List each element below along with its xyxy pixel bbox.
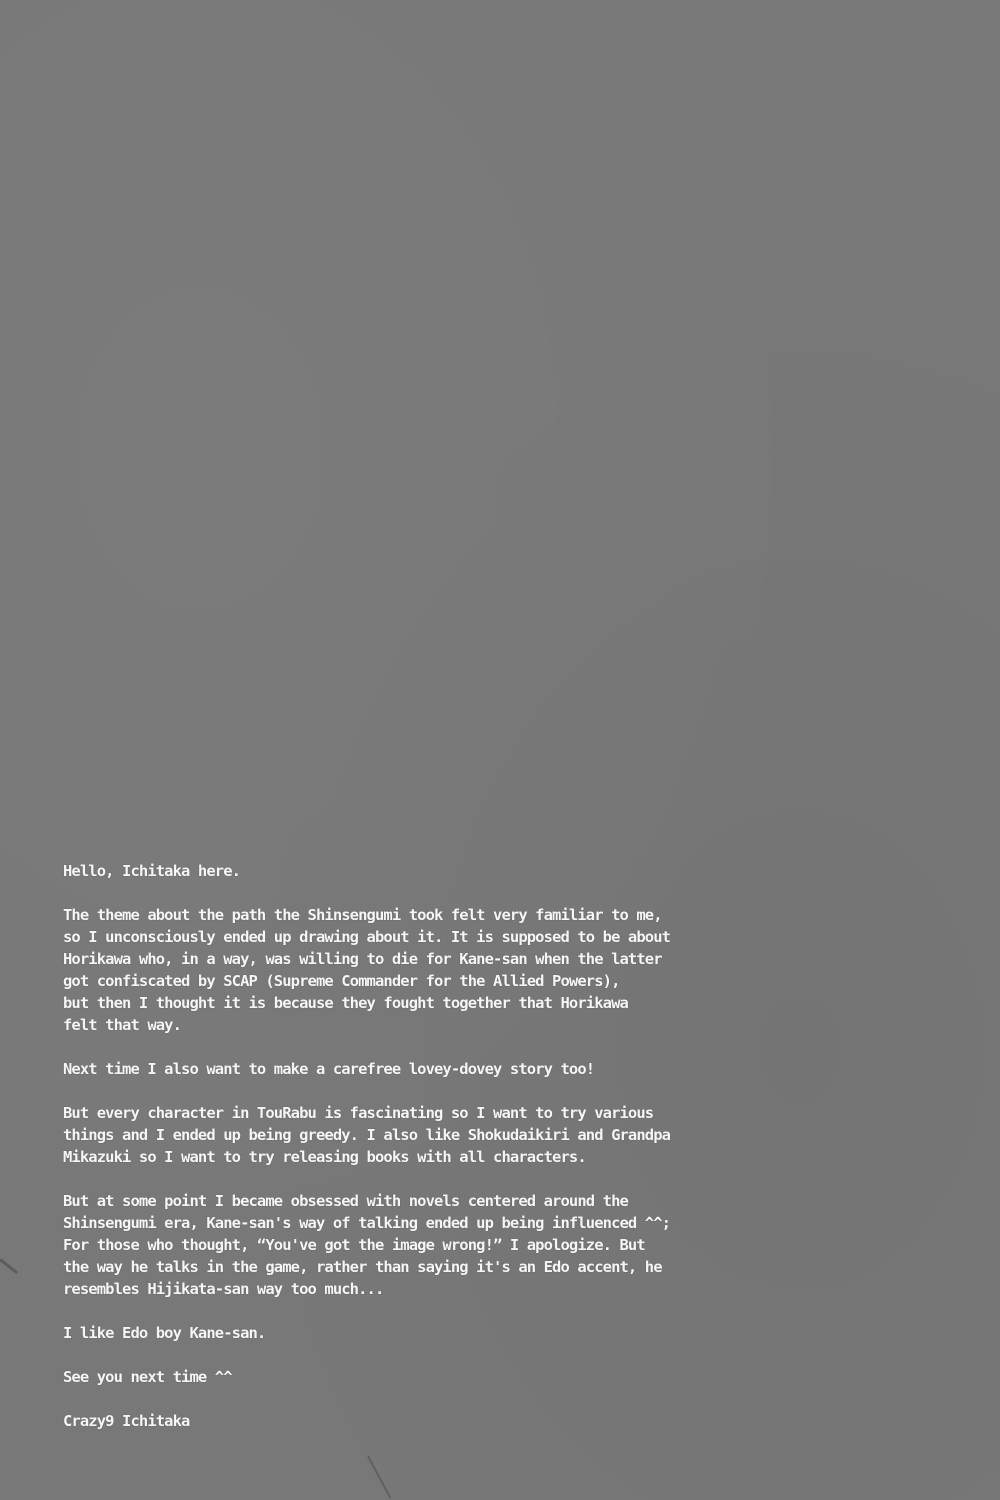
- text-line: Shinsengumi era, Kane-san's way of talking ended up being influenced ^^;: [63, 1214, 671, 1232]
- afterword-paragraph-4: [63, 1190, 703, 1300]
- text-line: But every character in TouRabu is fascinating so I want to try various: [63, 1104, 654, 1122]
- text-line: felt that way.: [63, 1016, 182, 1034]
- text-line: But at some point I became obsessed with novels centered around the: [63, 1192, 628, 1210]
- afterword-signature: Crazy9 Ichitaka: [63, 1412, 190, 1430]
- text-line: Mikazuki so I want to try releasing books with all characters.: [63, 1148, 586, 1166]
- afterword-paragraph-5: I like Edo boy Kane-san.: [63, 1324, 266, 1342]
- afterword-paragraph-3: [63, 1102, 703, 1168]
- afterword-closing: See you next time ^^: [63, 1368, 232, 1386]
- afterword-greeting: Hello, Ichitaka here.: [63, 862, 241, 880]
- text-line: The theme about the path the Shinsengumi took felt very familiar to me,: [63, 906, 662, 924]
- text-line: so I unconsciously ended up drawing about it. It is supposed to be about: [63, 928, 671, 946]
- afterword-paragraph-1: [63, 904, 703, 1036]
- paper-scratch-mark: [367, 1456, 391, 1499]
- text-line: got confiscated by SCAP (Supreme Commander for the Allied Powers),: [63, 972, 620, 990]
- text-line: For those who thought, “You've got the image wrong!” I apologize. But: [63, 1236, 645, 1254]
- text-line: but then I thought it is because they fought together that Horikawa: [63, 994, 628, 1012]
- text-line: resembles Hijikata-san way too much...: [63, 1280, 384, 1298]
- text-line: the way he talks in the game, rather than saying it's an Edo accent, he: [63, 1258, 662, 1276]
- text-line: things and I ended up being greedy. I also like Shokudaikiri and Grandpa: [63, 1126, 671, 1144]
- afterword-text-block: [63, 860, 703, 1454]
- paper-scratch-mark: [0, 1258, 18, 1274]
- text-line: Horikawa who, in a way, was willing to die for Kane-san when the latter: [63, 950, 662, 968]
- afterword-paragraph-2: Next time I also want to make a carefree lovey-dovey story too!: [63, 1060, 595, 1078]
